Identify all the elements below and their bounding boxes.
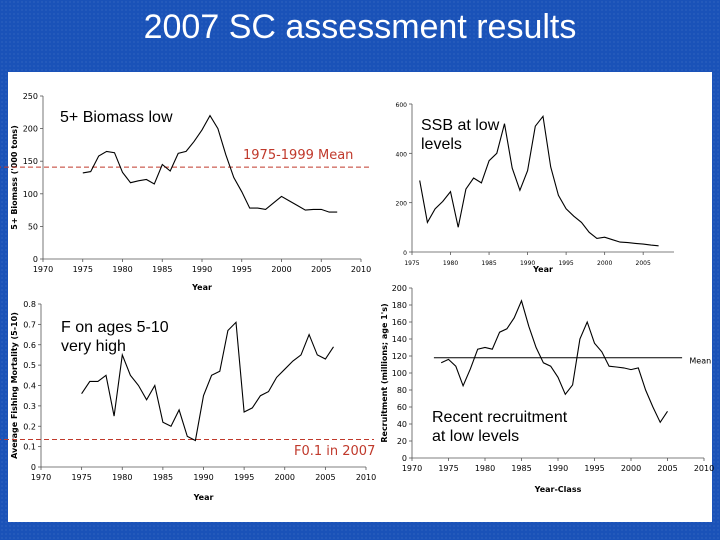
fishing-mortality-x-tick-label: 1975: [71, 473, 92, 482]
ssb-x-tick-label: 2000: [597, 260, 613, 267]
ssb-x-tick-label: 1985: [481, 260, 497, 267]
recruitment-label: [432, 408, 567, 446]
f-label-line2: very high: [61, 338, 126, 355]
fishing-mortality-y-tick-label: 0.6: [23, 340, 36, 350]
fishing-mortality-y-axis-title: Average Fishing Mortality (5-10): [10, 312, 19, 459]
recruitment-x-axis-title: Year-Class: [534, 485, 582, 494]
fishing-mortality-y-tick-label: 0.4: [23, 381, 36, 391]
ssb-chart: [378, 72, 712, 282]
ssb-label: [421, 116, 499, 154]
biomass-x-tick-label: 1985: [152, 265, 173, 274]
ssb-label-line1: SSB at low: [421, 117, 500, 134]
recruitment-x-tick-label: 1970: [401, 464, 423, 473]
recruitment-y-axis-title: Recruitment (millions; age 1's): [380, 303, 389, 443]
biomass-x-tick-label: 2010: [350, 265, 372, 274]
fishing-mortality-x-tick-label: 1970: [30, 473, 52, 482]
fishing-mortality-y-tick-label: 0.2: [23, 422, 36, 432]
content-panel: [8, 72, 715, 522]
recruitment-y-tick-label: 60: [396, 403, 407, 412]
recruitment-y-tick-label: 0: [401, 454, 407, 463]
fishing-mortality-x-tick-label: 1985: [152, 473, 174, 482]
biomass-x-tick-label: 2005: [311, 265, 332, 274]
recruitment-y-tick-label: 40: [396, 420, 407, 429]
recruitment-y-tick-label: 140: [391, 335, 407, 344]
recruitment-y-tick-label: 120: [391, 352, 407, 361]
fishing-mortality-y-tick-label: 0.5: [23, 361, 36, 371]
recruitment-y-tick-label: 80: [396, 386, 407, 395]
fishing-mortality-y-tick-label: 0: [30, 463, 36, 472]
recruitment-label-line1: Recent recruitment: [432, 409, 568, 426]
ssb-x-tick-label: 2005: [635, 260, 651, 267]
ssb-y-tick-label: 600: [395, 102, 407, 109]
recruitment-x-tick-label: 1985: [511, 464, 532, 473]
ssb-y-tick-label: 200: [395, 200, 407, 208]
ssb-x-tick-label: 1995: [558, 260, 574, 267]
recruitment-x-tick-label: 1980: [474, 464, 496, 473]
biomass-x-tick-label: 2000: [271, 265, 292, 274]
recruitment-label-line2: at low levels: [432, 428, 520, 445]
biomass-x-tick-label: 1970: [32, 265, 54, 274]
recruitment-x-tick-label: 1995: [584, 464, 605, 473]
biomass-x-tick-label: 1990: [191, 265, 213, 274]
biomass-chart: [8, 72, 378, 294]
fishing-mortality-x-tick-label: 1995: [233, 473, 255, 482]
fishing-mortality-x-tick-label: 2010: [355, 473, 377, 482]
biomass-x-tick-label: 1980: [112, 265, 133, 274]
ssb-x-tick-label: 1975: [404, 260, 420, 267]
biomass-y-tick-label: 50: [27, 222, 38, 232]
fishing-mortality-x-axis-title: Year: [193, 493, 214, 502]
biomass-x-tick-label: 1995: [231, 265, 252, 274]
biomass-x-axis-title: Year: [192, 283, 212, 292]
ssb-x-tick-label: 1990: [519, 260, 536, 267]
fishing-mortality-y-tick-label: 0.3: [23, 401, 36, 411]
slide-title: 2007 SC assessment results: [143, 8, 577, 46]
f-ref-label: F0.1 in 2007: [294, 444, 376, 459]
recruitment-y-tick-label: 200: [391, 284, 407, 293]
ssb-x-tick-label: 1980: [442, 260, 459, 267]
recruitment-x-tick-label: 2000: [620, 464, 642, 473]
f-label: [61, 318, 169, 356]
biomass-y-tick-label: 0: [32, 255, 38, 264]
ssb-y-tick-label: 400: [395, 151, 407, 159]
recruitment-x-tick-label: 2010: [693, 464, 715, 473]
recruitment-y-tick-label: 20: [396, 437, 407, 446]
recruitment-mean-label: Mean: [689, 356, 712, 366]
recruitment-x-tick-label: 1975: [438, 464, 459, 473]
recruitment-y-tick-label: 100: [391, 369, 407, 378]
fishing-mortality-x-tick-label: 2005: [315, 473, 336, 482]
ssb-label-line2: levels: [421, 136, 462, 153]
biomass-label: 5+ Biomass low: [60, 109, 173, 126]
fishing-mortality-x-tick-label: 1990: [193, 473, 214, 482]
biomass-series-line: [83, 116, 337, 213]
fishing-mortality-y-tick-label: 0.7: [23, 320, 36, 330]
fishing-mortality-x-tick-label: 1980: [112, 473, 133, 482]
fishing-mortality-y-tick-label: 0.1: [23, 442, 36, 452]
ssb-y-tick-label: 0: [403, 250, 407, 257]
recruitment-series-line: [441, 301, 667, 423]
fishing-mortality-x-tick-label: 2000: [274, 473, 295, 482]
biomass-y-tick-label: 200: [22, 124, 38, 134]
biomass-y-tick-label: 150: [22, 157, 38, 167]
recruitment-x-tick-label: 1990: [547, 464, 569, 473]
recruitment-chart: [378, 280, 715, 520]
biomass-mean-label: 1975-1999 Mean: [243, 148, 354, 163]
ssb-x-axis-title: Year: [533, 265, 553, 274]
biomass-x-tick-label: 1975: [72, 265, 93, 274]
biomass-y-tick-label: 100: [22, 189, 38, 199]
recruitment-y-tick-label: 180: [391, 301, 407, 310]
fishing-mortality-y-tick-label: 0.8: [23, 300, 36, 309]
recruitment-y-tick-label: 160: [391, 318, 407, 327]
f-label-line1: F on ages 5-10: [61, 319, 169, 336]
biomass-y-axis-title: 5+ Biomass ('000 tons): [10, 125, 19, 230]
biomass-y-tick-label: 250: [22, 92, 38, 101]
recruitment-x-tick-label: 2005: [657, 464, 678, 473]
